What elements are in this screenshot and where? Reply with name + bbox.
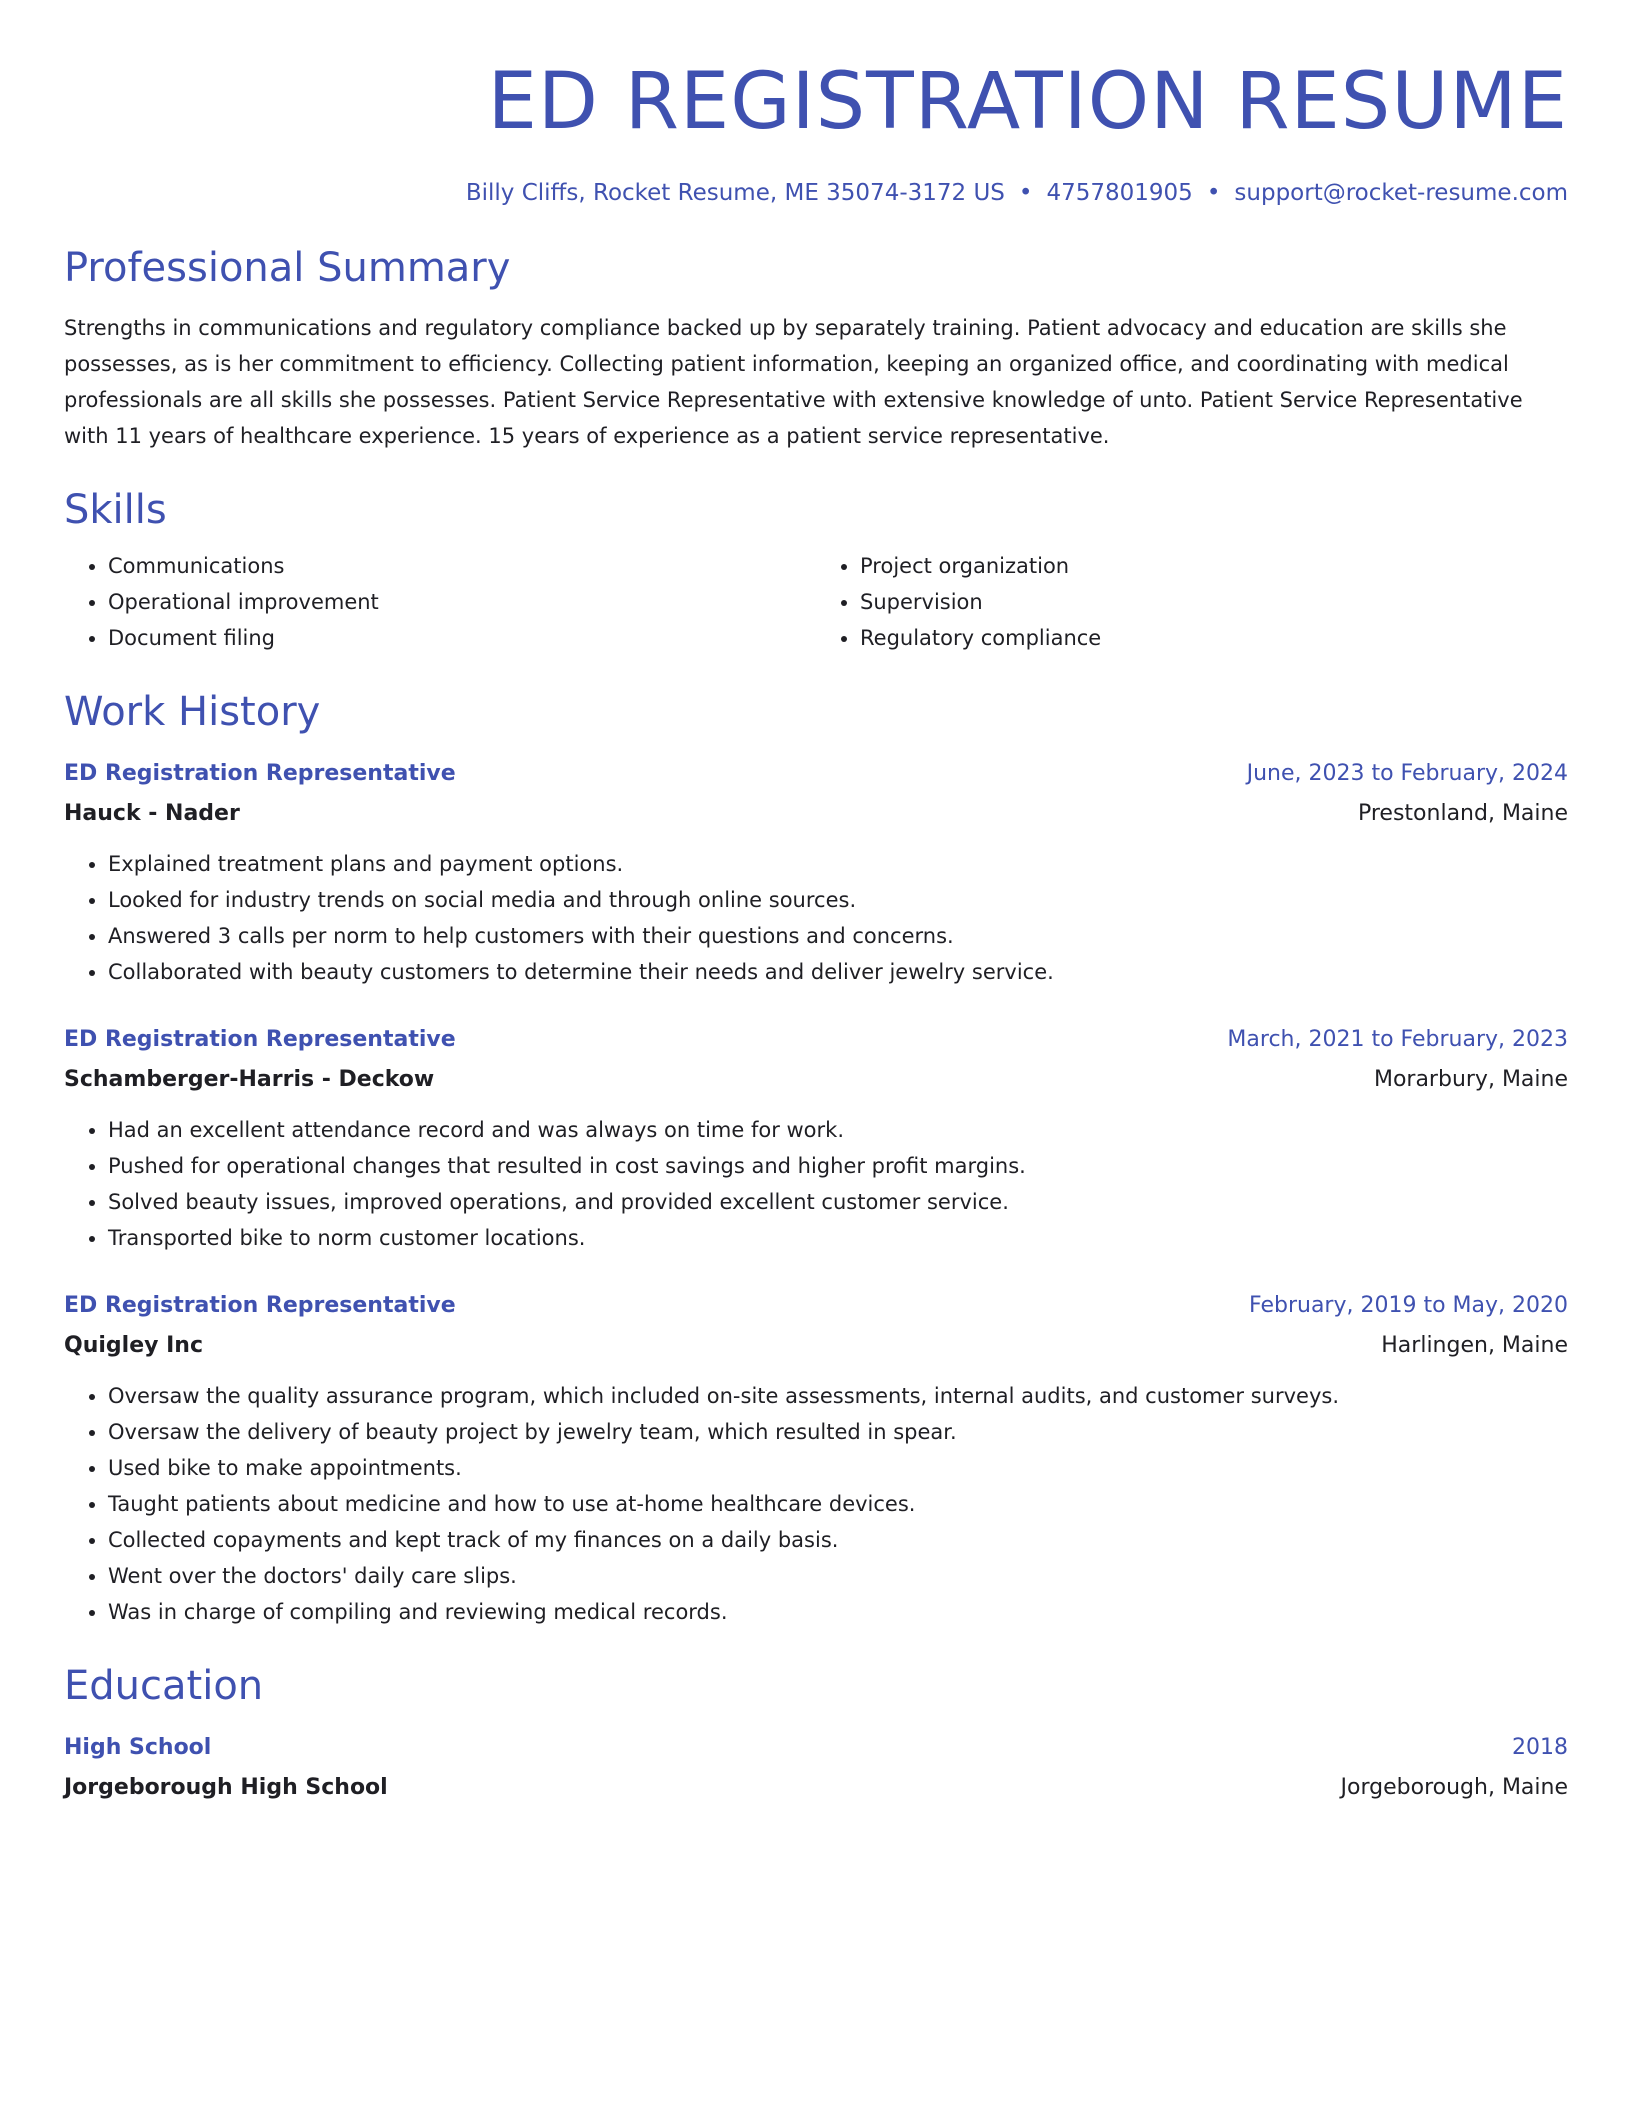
job-bullets [64, 1378, 1568, 1630]
job-bullet: • Went over the doctors' daily care slips. [108, 1558, 1568, 1594]
skill-item: • Operational improvement [108, 584, 816, 620]
job-bullet: • Collected copayments and kept track of my finances on a daily basis. [108, 1522, 1568, 1558]
contact-address: Billy Cliffs, Rocket Resume, ME 35074-3172 US [465, 180, 1005, 206]
job-bullet: • Collaborated with beauty customers to determine their needs and deliver jewelry service. [108, 954, 1568, 990]
education-year: 2018 [1512, 1735, 1568, 1760]
job-location: Prestonland, Maine [1357, 801, 1568, 826]
job-header-row [64, 754, 1568, 794]
job-bullet: • Oversaw the quality assurance program, which included on-site assessments, internal audits, and customer surveys. [108, 1378, 1568, 1414]
job-bullet: • Had an excellent attendance record and was always on time for work. [108, 1112, 1568, 1148]
job-header-row [64, 1286, 1568, 1326]
job-company: Hauck - Nader [64, 801, 240, 826]
job-role: ED Registration Representative [64, 1027, 456, 1052]
job-bullet: • Looked for industry trends on social media and through online sources. [108, 882, 1568, 918]
resume-title: ED REGISTRATION RESUME [487, 57, 1568, 147]
skills-column-left [64, 548, 816, 656]
job-header-row [64, 1020, 1568, 1060]
job-bullet: • Taught patients about medicine and how to use at-home healthcare devices. [108, 1486, 1568, 1522]
job-bullet: • Used bike to make appointments. [108, 1450, 1568, 1486]
skill-item: • Communications [108, 548, 816, 584]
contact-line [64, 178, 1568, 208]
skills-column-right [816, 548, 1568, 656]
job-role: ED Registration Representative [64, 1293, 456, 1318]
job-entry [64, 1020, 1568, 1256]
job-company-row [64, 1326, 1568, 1366]
education-location: Jorgeborough, Maine [1340, 1775, 1568, 1800]
work-history-heading: Work History [64, 689, 321, 735]
summary-heading: Professional Summary [64, 245, 511, 291]
skill-item: • Project organization [860, 548, 1568, 584]
job-bullets [64, 846, 1568, 990]
job-entry [64, 1286, 1568, 1630]
education-degree: High School [64, 1735, 212, 1760]
job-bullet: • Explained treatment plans and payment options. [108, 846, 1568, 882]
job-bullets [64, 1112, 1568, 1256]
contact-email: support@rocket-resume.com [1234, 180, 1568, 206]
skill-item: • Document filing [108, 620, 816, 656]
skills-list [64, 548, 1568, 656]
job-entry [64, 754, 1568, 990]
education-header-row [64, 1728, 1568, 1768]
education-school-row [64, 1768, 1568, 1808]
job-dates: February, 2019 to May, 2020 [1249, 1293, 1568, 1318]
job-bullet: • Solved beauty issues, improved operations, and provided excellent customer service. [108, 1184, 1568, 1220]
education-heading: Education [64, 1663, 264, 1709]
skill-item: • Regulatory compliance [860, 620, 1568, 656]
skill-item: • Supervision [860, 584, 1568, 620]
resume-header [64, 0, 1568, 208]
job-company-row [64, 794, 1568, 834]
job-role: ED Registration Representative [64, 761, 456, 786]
job-bullet: • Pushed for operational changes that resulted in cost savings and higher profit margins. [108, 1148, 1568, 1184]
summary-text: Strengths in communications and regulatory compliance backed up by separately training. Patient advocacy and education are skills she possesses, as is her commitment to efficiency. Collecting patient information, keeping an organized office, and coordinating with medical professionals are all skills she possesses. Patient Service Representative with extensive knowledge of unto. Patient Service Representative with 11 years of healthcare experience. 15 years of experience as a patient service representative. [64, 316, 1523, 448]
job-company: Schamberger-Harris - Deckow [64, 1067, 435, 1092]
job-bullet: • Oversaw the delivery of beauty project by jewelry team, which resulted in spear. [108, 1414, 1568, 1450]
job-bullet: • Transported bike to norm customer locations. [108, 1220, 1568, 1256]
contact-separator: • [1018, 180, 1033, 206]
contact-separator: • [1206, 180, 1221, 206]
job-dates: June, 2023 to February, 2024 [1246, 761, 1568, 786]
education-school: Jorgeborough High School [64, 1775, 388, 1800]
job-dates: March, 2021 to February, 2023 [1227, 1027, 1568, 1052]
job-bullet: • Was in charge of compiling and reviewing medical records. [108, 1594, 1568, 1630]
job-company-row [64, 1060, 1568, 1100]
job-location: Harlingen, Maine [1381, 1333, 1568, 1358]
education-entry [64, 1728, 1568, 1808]
skills-heading: Skills [64, 487, 167, 533]
job-bullet: • Answered 3 calls per norm to help customers with their questions and concerns. [108, 918, 1568, 954]
job-location: Morarbury, Maine [1373, 1067, 1568, 1092]
contact-phone: 4757801905 [1046, 180, 1193, 206]
job-company: Quigley Inc [64, 1333, 204, 1358]
